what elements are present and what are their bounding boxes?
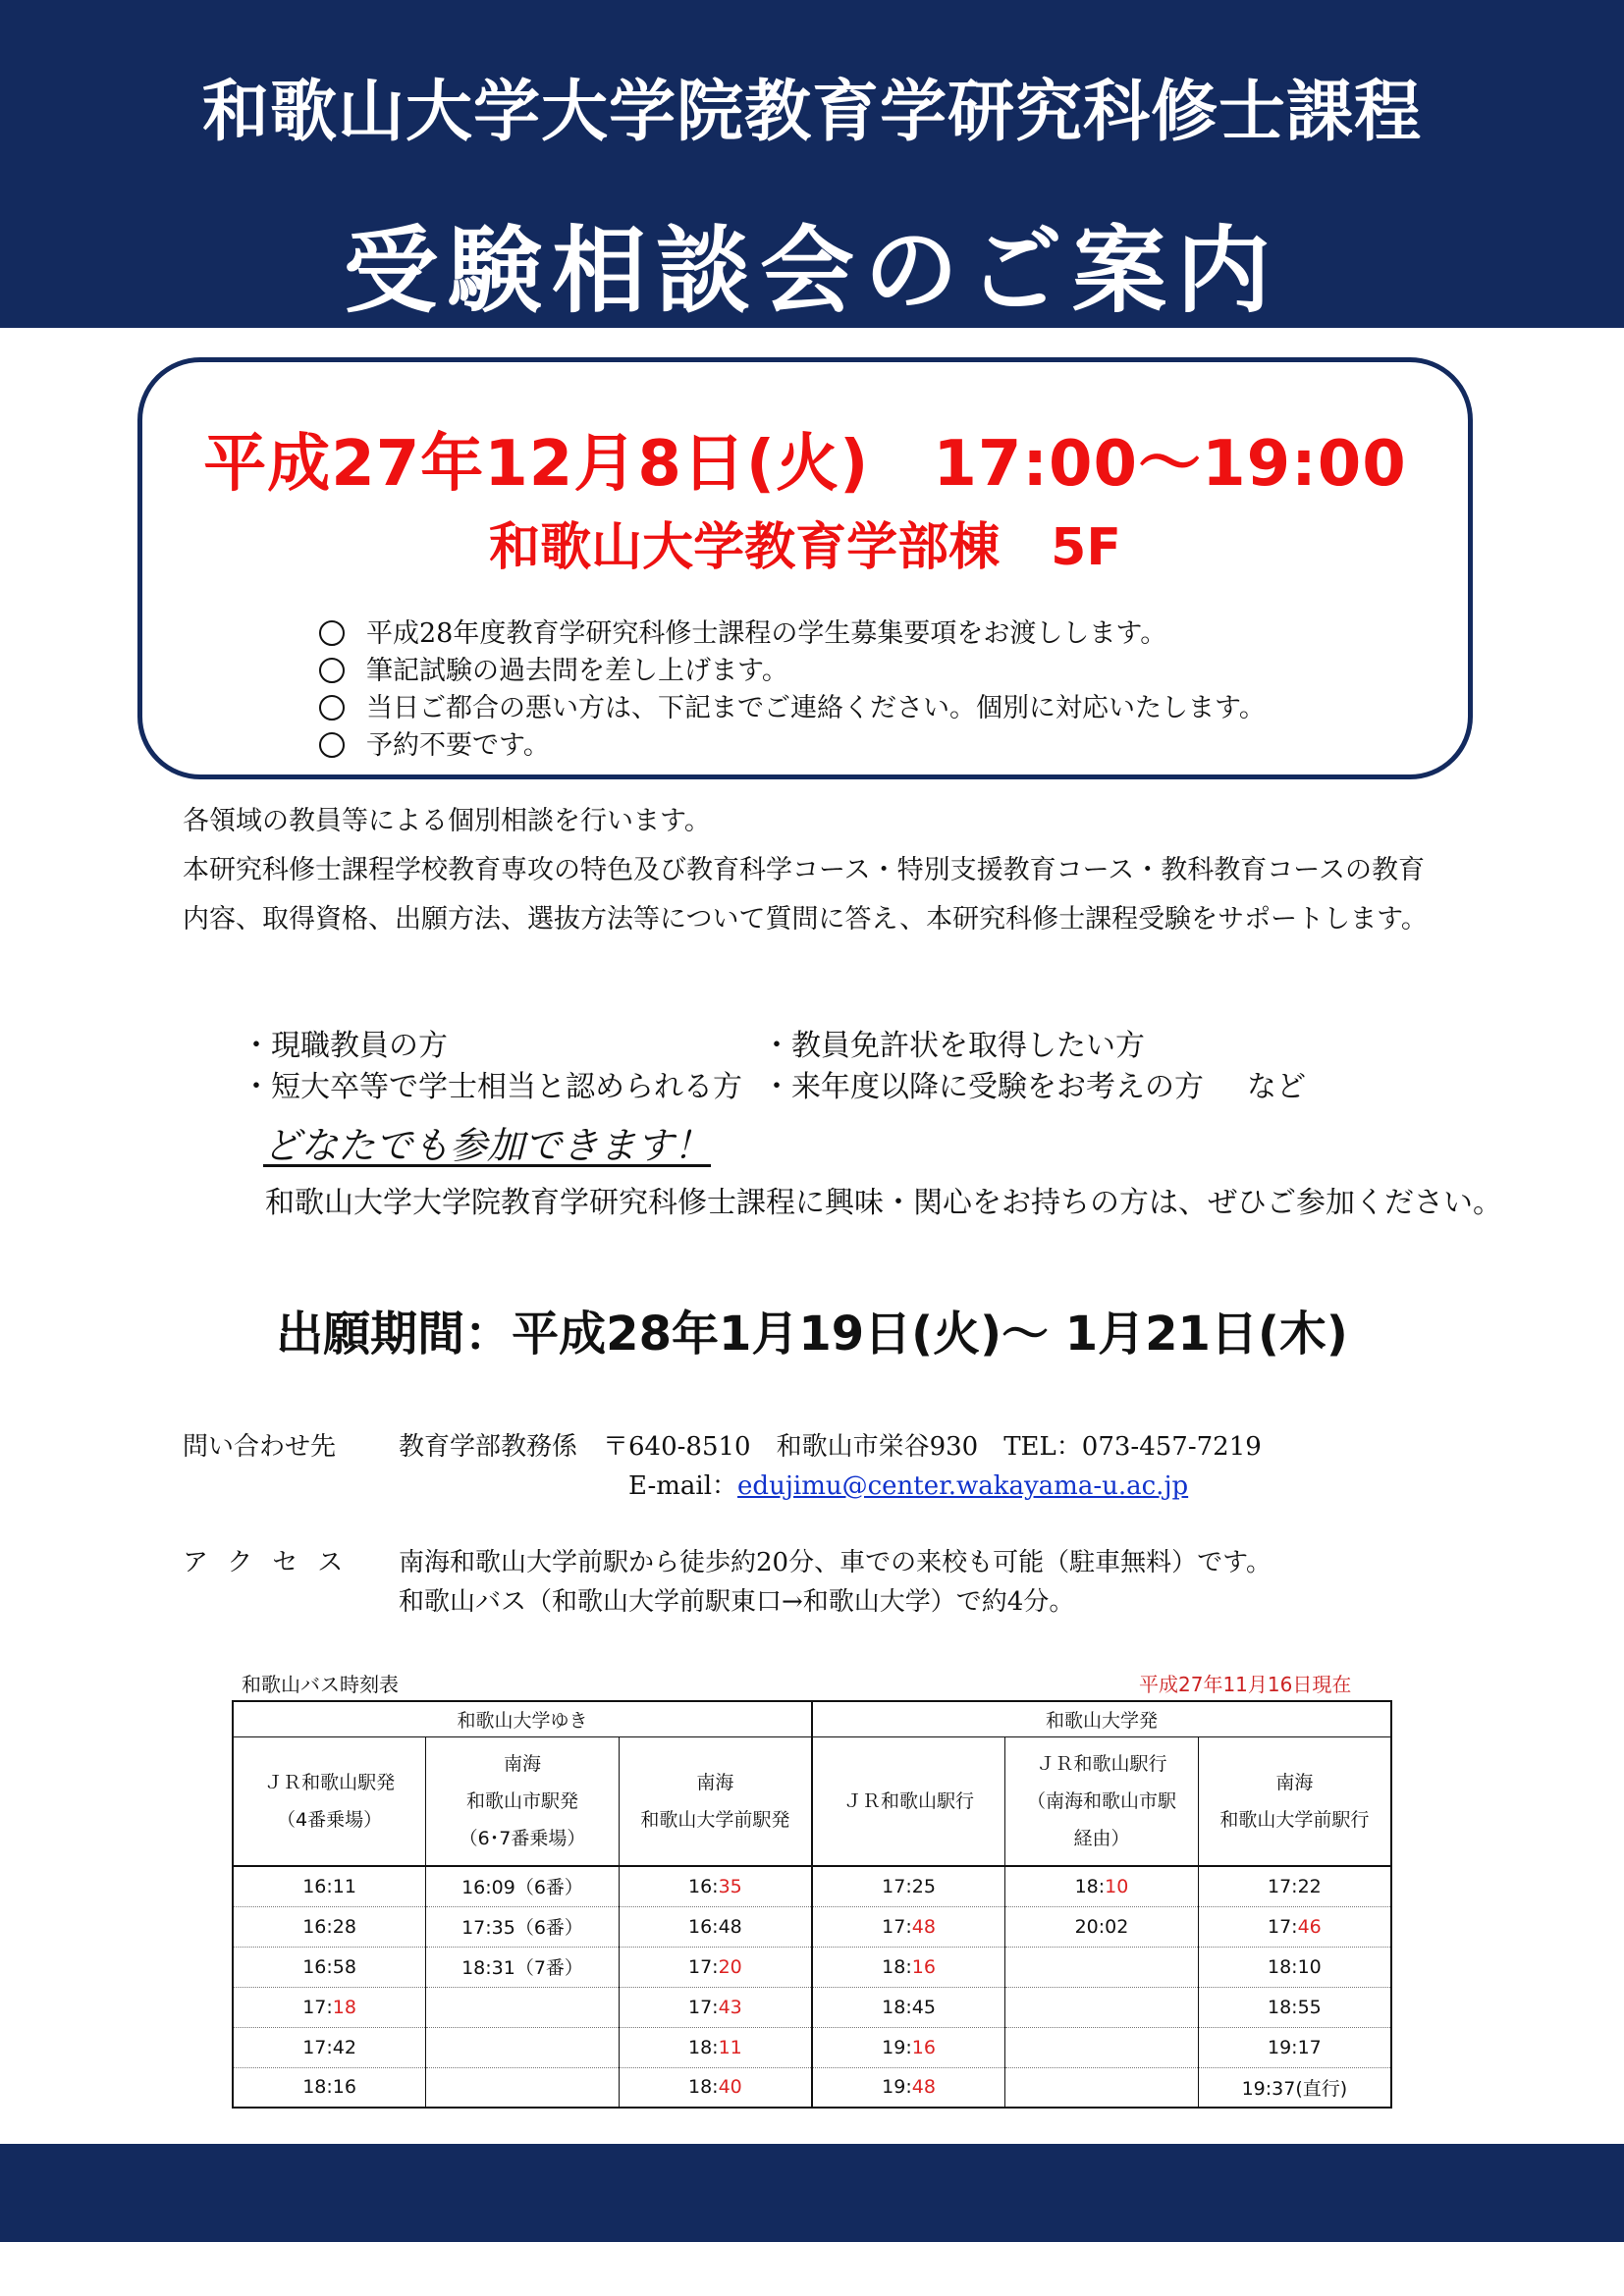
access-line-1: 南海和歌山大学前駅から徒歩約20分、車での来校も可能（駐車無料）です。 (399, 1548, 1272, 1577)
column-header: 南海 和歌山大学前駅行 (1198, 1736, 1391, 1866)
table-cell: 16:28 (233, 1906, 426, 1947)
list-item: 当日ご都合の悪い方は、下記までご連絡ください。個別に対応いたします。 (319, 690, 1266, 727)
list-item: 予約不要です。 (319, 727, 1266, 765)
table-cell: 18:10 (1198, 1947, 1391, 1987)
bus-table-caption: 和歌山バス時刻表 (242, 1673, 399, 1696)
table-cell: 18:40 (619, 2067, 812, 2108)
column-header: 南海 和歌山市駅発 （6･7番乗場） (426, 1736, 620, 1866)
footer-banner (0, 2144, 1624, 2242)
bus-timetable (232, 1700, 1392, 2109)
table-cell: 18:31（7番） (426, 1947, 620, 1987)
event-bullet-list (319, 615, 1266, 765)
table-row (233, 1906, 1391, 1947)
application-period: 出願期間：平成28年1月19日(火)～ 1月21日(木) (276, 1307, 1348, 1362)
target-item: ・現職教員の方 (242, 1029, 448, 1063)
table-cell: 17:48 (812, 1906, 1005, 1947)
page-title: 和歌山大学大学院教育学研究科修士課程 (201, 74, 1422, 151)
event-datetime: 平成27年12月8日(火) 17:00～19:00 (203, 428, 1407, 501)
table-cell (1005, 1947, 1199, 1987)
table-cell: 17:42 (233, 2027, 426, 2067)
access-label: アクセス (183, 1548, 363, 1577)
column-header: 南海 和歌山大学前駅発 (619, 1736, 812, 1866)
table-row (233, 1947, 1391, 1987)
table-cell: 17:20 (619, 1947, 812, 1987)
table-cell: 19:16 (812, 2027, 1005, 2067)
contact-email-row (628, 1468, 1188, 1504)
table-cell: 17:43 (619, 1987, 812, 2027)
table-cell: 17:18 (233, 1987, 426, 2027)
table-cell: 16:09（6番） (426, 1866, 620, 1906)
all-welcome-heading: どなたでも参加できます！ (263, 1124, 712, 1167)
circle-bullet-icon (319, 620, 345, 646)
circle-bullet-icon (319, 658, 345, 683)
table-row (233, 1987, 1391, 2027)
bus-table-as-of: 平成27年11月16日現在 (1139, 1673, 1352, 1696)
table-cell: 17:46 (1198, 1906, 1391, 1947)
email-link[interactable]: edujimu@center.wakayama-u.ac.jp (737, 1471, 1189, 1501)
list-item: 筆記試験の過去問を差し上げます。 (319, 653, 1266, 690)
table-cell (426, 1987, 620, 2027)
column-header: ＪＲ和歌山駅行 (812, 1736, 1005, 1866)
table-cell: 19:48 (812, 2067, 1005, 2108)
table-cell: 18:16 (302, 2076, 356, 2099)
list-item: 平成28年度教育学研究科修士課程の学生募集要項をお渡しします。 (319, 615, 1266, 653)
description-line-1: 各領域の教員等による個別相談を行います。 (183, 806, 711, 836)
table-row (233, 2027, 1391, 2067)
group-header-to-university: 和歌山大学ゆき (457, 1709, 588, 1732)
target-etc: など (1247, 1070, 1306, 1104)
table-cell: 17:35（6番） (426, 1906, 620, 1947)
table-cell: 18:11 (619, 2027, 812, 2067)
table-cell (1005, 2027, 1199, 2067)
column-header: ＪＲ和歌山駅発 （4番乗場） (264, 1771, 396, 1831)
group-header-from-university: 和歌山大学発 (812, 1701, 1391, 1736)
table-cell (426, 2027, 620, 2067)
event-info-box (137, 357, 1473, 779)
invite-text: 和歌山大学大学院教育学研究科修士課程に興味・関心をお持ちの方は、ぜひご参加ください。 (265, 1186, 1502, 1220)
table-cell: 16:11 (233, 1866, 426, 1906)
description-line-2: 本研究科修士課程学校教育専攻の特色及び教育科学コース・特別支援教育コース・教科教育コースの教育 (183, 855, 1425, 885)
table-cell: 16:48 (619, 1906, 812, 1947)
table-cell: 17:22 (1198, 1866, 1391, 1906)
email-label: E-mail： (628, 1471, 738, 1501)
table-cell: 16:58 (233, 1947, 426, 1987)
table-row (233, 1866, 1391, 1906)
target-item: ・短大卒等で学士相当と認められる方 (242, 1070, 742, 1104)
page-subtitle: 受験相談会のご案内 (344, 216, 1280, 326)
table-cell: 19:17 (1198, 2027, 1391, 2067)
table-cell: 19:37(直行) (1198, 2067, 1391, 2108)
table-cell: 17:25 (812, 1866, 1005, 1906)
description-line-3: 内容、取得資格、出願方法、選抜方法等について質問に答え、本研究科修士課程受験をサポートします。 (183, 904, 1428, 934)
table-cell (1005, 2067, 1199, 2108)
target-item: ・来年度以降に受験をお考えの方 (762, 1070, 1204, 1104)
column-header: ＪＲ和歌山駅行 （南海和歌山市駅 経由） (1005, 1736, 1199, 1866)
table-cell: 18:55 (1198, 1987, 1391, 2027)
event-venue: 和歌山大学教育学部棟 5F (489, 518, 1121, 577)
table-cell: 16:35 (619, 1866, 812, 1906)
contact-office: 教育学部教務係 〒640-8510 和歌山市栄谷930 TEL：073-457-7219 (399, 1432, 1262, 1462)
access-line-2: 和歌山バス（和歌山大学前駅東口→和歌山大学）で約4分。 (399, 1587, 1075, 1617)
table-row (233, 2067, 1391, 2108)
table-cell: 18:16 (812, 1947, 1005, 1987)
table-cell: 18:10 (1005, 1866, 1199, 1906)
contact-label: 問い合わせ先 (183, 1432, 337, 1462)
circle-bullet-icon (319, 732, 345, 758)
table-cell (426, 2067, 620, 2108)
target-item: ・教員免許状を取得したい方 (762, 1029, 1145, 1063)
header-banner (0, 0, 1624, 328)
table-cell (1005, 1987, 1199, 2027)
circle-bullet-icon (319, 695, 345, 721)
table-cell: 20:02 (1005, 1906, 1199, 1947)
table-cell: 18:45 (812, 1987, 1005, 2027)
